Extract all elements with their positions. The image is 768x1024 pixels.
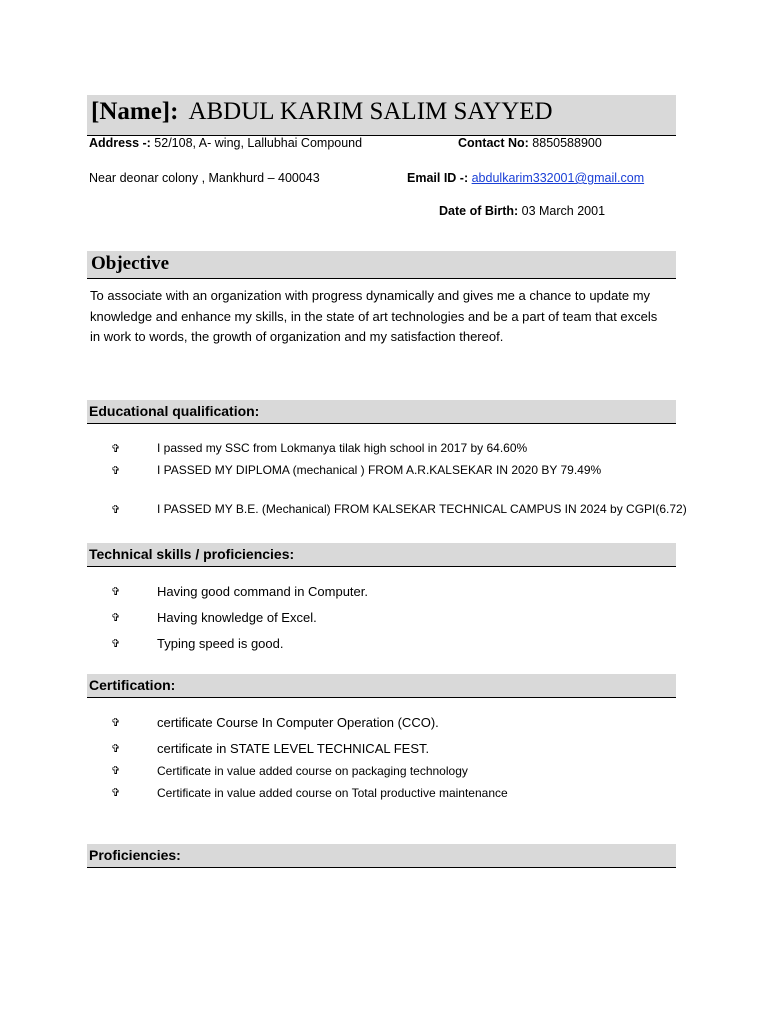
bullet-icon: ✞ [111, 585, 121, 598]
list-item: certificate Course In Computer Operation (CCO). [157, 715, 439, 730]
name-label: [Name]: [91, 98, 179, 125]
list-item: I PASSED MY DIPLOMA (mechanical ) FROM A.R.KALSEKAR IN 2020 BY 79.49% [157, 463, 602, 477]
date-of-birth: Date of Birth: 03 March 2001 [439, 204, 606, 218]
bullet-icon: ✞ [111, 742, 121, 755]
list-item: I passed my SSC from Lokmanya tilak high school in 2017 by 64.60% [157, 441, 528, 455]
list-item: Certificate in value added course on Total productive maintenance [157, 786, 508, 800]
address-label: Address -: [89, 136, 151, 150]
email [407, 171, 644, 185]
list-item: Having knowledge of Excel. [157, 610, 317, 625]
bullet-icon: ✞ [111, 716, 121, 729]
education-title: Educational qualification: [89, 403, 260, 419]
bullet-icon: ✞ [111, 764, 121, 777]
certification-title: Certification: [89, 677, 176, 693]
dob-label: Date of Birth: [439, 204, 519, 218]
list-item: Certificate in value added course on packaging technology [157, 764, 468, 778]
name-header [87, 95, 676, 136]
bullet-icon: ✞ [111, 786, 121, 799]
skills-title: Technical skills / proficiencies: [89, 546, 295, 562]
certification-header [87, 674, 676, 698]
page-title [91, 95, 553, 127]
bullet-icon: ✞ [111, 464, 121, 477]
skills-header [87, 543, 676, 567]
contact-number: Contact No: 8850588900 [458, 136, 602, 150]
list-item: Typing speed is good. [157, 636, 284, 651]
objective-title: Objective [91, 253, 170, 274]
proficiencies-title: Proficiencies: [89, 847, 181, 863]
address-line-2: Near deonar colony , Mankhurd – 400043 [89, 171, 320, 185]
name-value: ABDUL KARIM SALIM SAYYED [188, 98, 553, 125]
education-header [87, 400, 676, 424]
address-line-1: Address -: 52/108, A- wing, Lallubhai Compound [89, 136, 363, 150]
list-item: certificate in STATE LEVEL TECHNICAL FEST. [157, 741, 430, 756]
objective-text: To associate with an organization with progress dynamically and gives me a chance to update my knowledge and enhance my skills, in the state of art technologies and be a part of team that excels in work to words, the growth of organization and my satisfaction thereof. [90, 288, 658, 344]
bullet-icon: ✞ [111, 637, 121, 650]
bullet-icon: ✞ [111, 442, 121, 455]
list-item: I PASSED MY B.E. (Mechanical) FROM KALSEKAR TECHNICAL CAMPUS IN 2024 by CGPI(6.72) [157, 502, 687, 516]
contact-label: Contact No: [458, 136, 529, 150]
email-link[interactable]: abdulkarim332001@gmail.com [471, 171, 645, 185]
email-label: Email ID -: [407, 171, 469, 185]
list-item: Having good command in Computer. [157, 584, 369, 599]
objective-header [87, 251, 676, 279]
bullet-icon: ✞ [111, 503, 121, 516]
bullet-icon: ✞ [111, 611, 121, 624]
proficiencies-header [87, 844, 676, 868]
